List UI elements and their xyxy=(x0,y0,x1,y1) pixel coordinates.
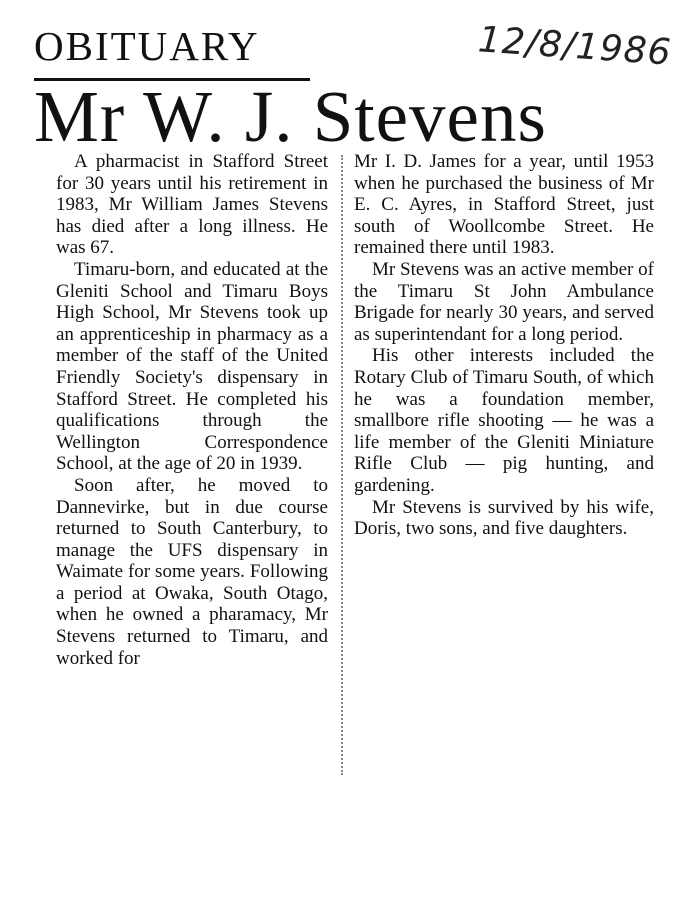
handwritten-date: 12/8/1986 xyxy=(476,19,673,74)
article-column-left xyxy=(56,151,328,669)
article-column-right xyxy=(354,151,654,540)
paragraph: A pharmacist in Stafford Street for 30 years until his retirement in 1983, Mr William James Stevens has died after a long illness. He was 67. xyxy=(56,151,328,259)
paragraph: Mr Stevens was an active member of the Timaru St John Ambulance Brigade for nearly 30 years, and served as superintendant for a long period. xyxy=(354,258,654,345)
column-divider xyxy=(341,155,343,775)
paragraph: His other interests included the Rotary Club of Timaru South, of which he was a foundation member, smallbore rifle shooting — he was a life member of the Gleniti Miniature Rifle Club — pig hunting, and gardening. xyxy=(354,345,654,496)
headline: Mr W. J. Stevens xyxy=(34,76,547,157)
paragraph: Mr I. D. James for a year, until 1953 when he purchased the business of Mr E. C. Ayres, in Stafford Street, just south of Woollcombe Street. He remained there until 1983. xyxy=(354,151,654,259)
section-label: OBITUARY xyxy=(34,23,260,69)
paragraph: Mr Stevens is survived by his wife, Doris, two sons, and five daughters. xyxy=(354,496,654,540)
paragraph: Soon after, he moved to Dannevirke, but in due course returned to South Canterbury, to manage the UFS dispensary in Waimate for some years. Following a period at Owaka, South Otago, when he owned a pharamacy, Mr Stevens returned to Timaru, and worked for xyxy=(56,474,328,669)
paragraph: Timaru-born, and educated at the Gleniti School and Timaru Boys High School, Mr Stevens took up an apprenticeship in pharmacy as a member of the staff of the United Friendly Society's dispensary in Stafford Street. He completed his qualifications through the Wellington Correspondence School, at the age of 20 in 1939. xyxy=(56,258,328,475)
